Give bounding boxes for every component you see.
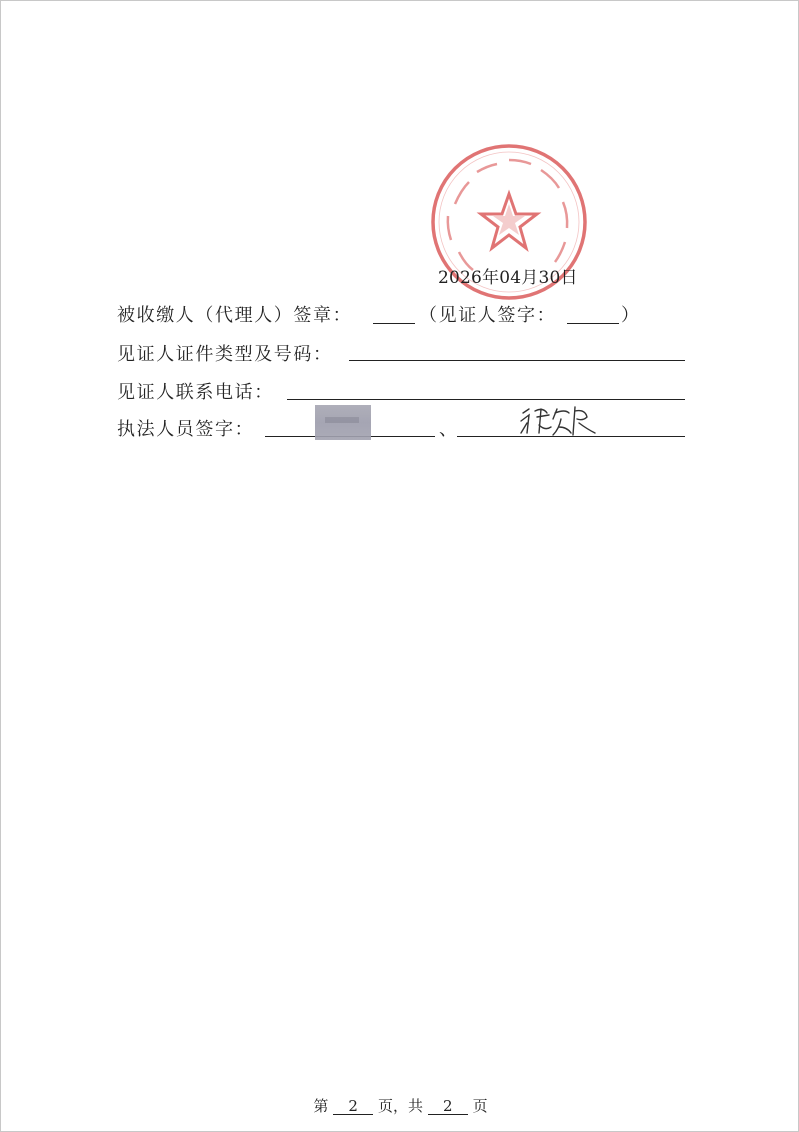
footer-suffix: 页 [472,1097,488,1115]
handwritten-signature-icon [517,401,603,439]
witness-sign-label: （见证人签字： [419,305,557,326]
witness-sign-close [621,301,641,327]
payer-signature-row [117,301,352,327]
witness-id-row [117,340,333,366]
witness-signature-blank[interactable] [567,323,619,324]
witness-phone-blank[interactable] [287,399,685,400]
current-page-number: 2 [333,1098,373,1115]
payer-signature-label: 被收缴人（代理人）签章： [117,305,353,326]
officer-separator-mark: 、 [439,419,459,440]
witness-id-label: 见证人证件类型及号码： [117,344,333,365]
witness-id-blank[interactable] [349,360,685,361]
total-pages-number: 2 [428,1098,468,1115]
witness-phone-label: 见证人联系电话： [117,382,274,403]
witness-phone-row [117,378,274,404]
issue-date: 2026年04月30日 [438,268,578,288]
officer-separator [439,415,459,441]
footer-middle: 页，共 [377,1097,423,1115]
witness-sign-open [419,301,556,327]
officer-signature-row [117,415,254,441]
witness-sign-close-paren: ） [621,305,641,326]
redacted-signature [315,405,371,440]
officer-signature-label: 执法人员签字： [117,419,255,440]
payer-signature-blank[interactable] [373,323,415,324]
page-footer [1,1095,799,1116]
footer-prefix: 第 [313,1097,329,1115]
